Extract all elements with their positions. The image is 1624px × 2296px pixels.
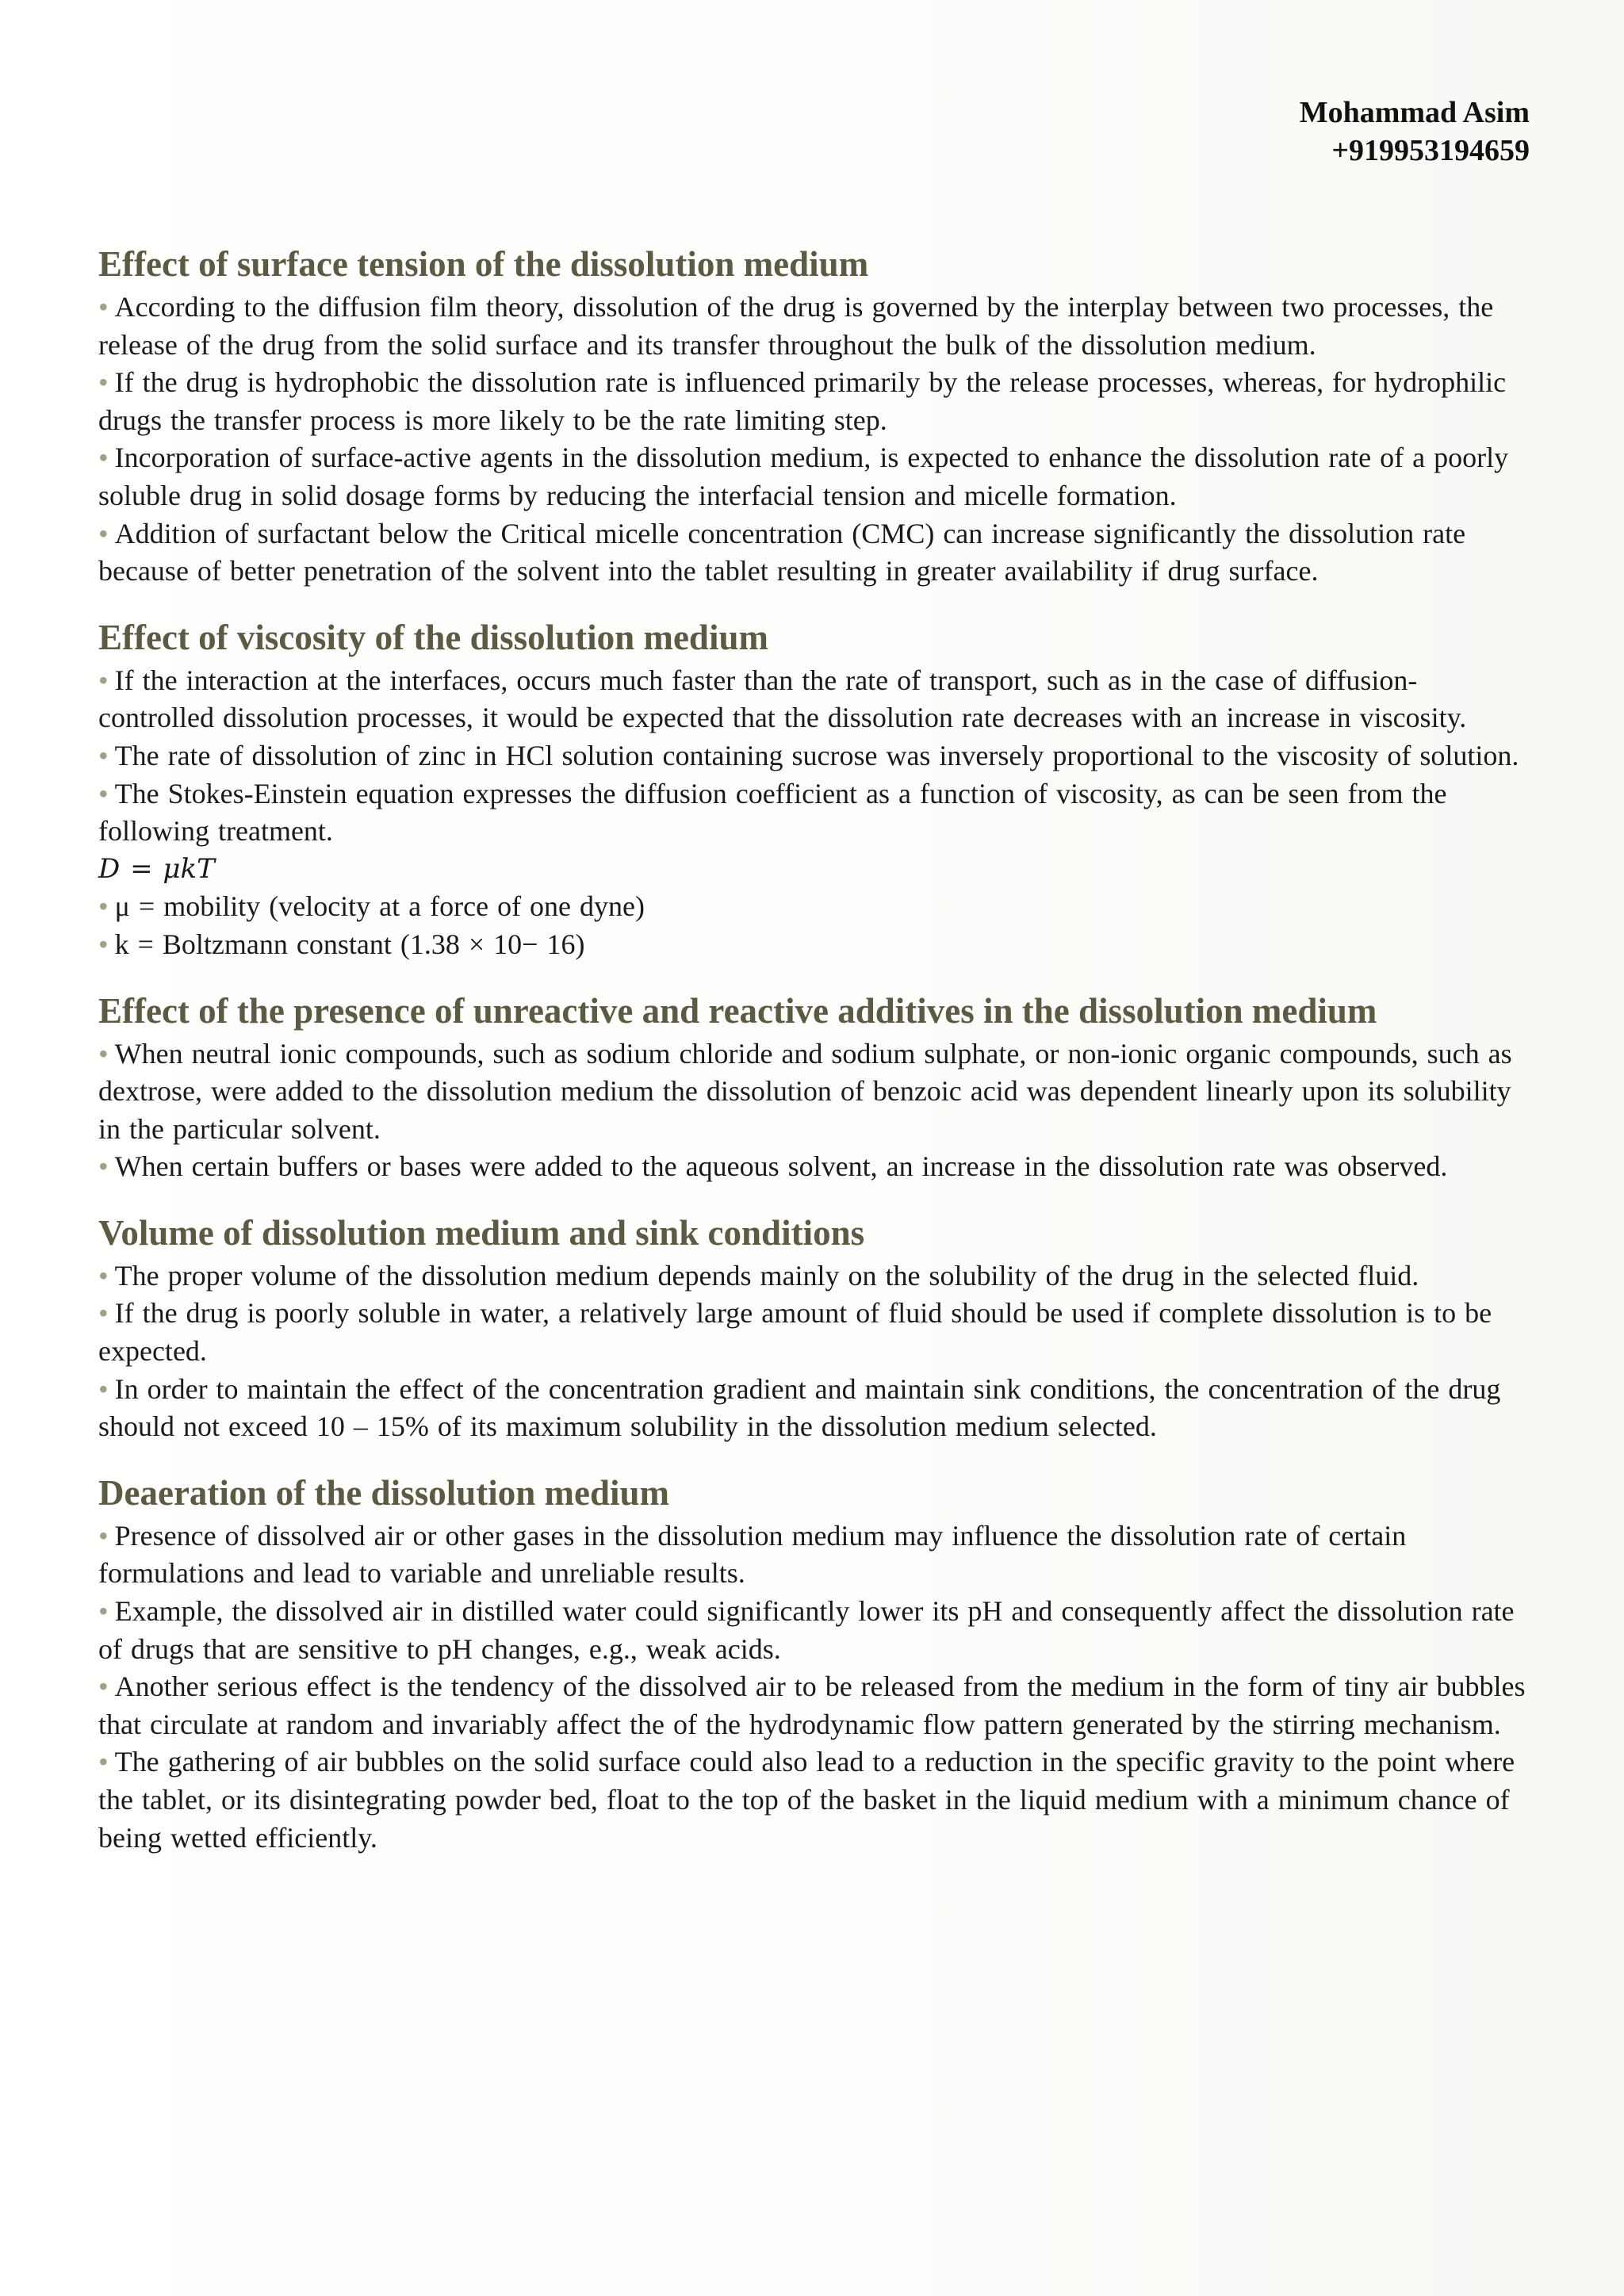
section-title: Effect of surface tension of the dissolution medium [98,244,869,284]
list-item [98,1517,1526,1593]
item-text: According to the diffusion film theory, dissolution of the drug is governed by the interplay between two processes, the release of the drug from the solid surface and its transfer throughout the bulk of the dissolution medium. [98,291,1494,361]
section-title: Effect of the presence of unreactive and reactive additives in the dissolution medium [98,990,1377,1031]
list-item [98,662,1526,737]
section-surface-tension [98,241,1526,591]
list-item [98,1743,1526,1857]
bullet-icon: • [98,1595,109,1628]
document-body [98,241,1526,1881]
bullet-icon: • [98,890,109,923]
item-text: The gathering of air bubbles on the solid surface could also lead to a reduction in the specific gravity to the point where the tablet, or its disintegrating powder bed, float to the top of the basket in the liquid medium with a minimum chance of being wetted efficiently. [98,1746,1515,1854]
bullet-icon: • [98,777,109,809]
bullet-icon: • [98,517,109,549]
item-text: When neutral ionic compounds, such as sodium chloride and sodium sulphate, or non-ionic organic compounds, such as dextrose, were added to the dissolution medium the dissolution of benzoic acid was dependent linearly upon its solubility in the particular solvent. [98,1037,1512,1145]
bullet-icon: • [98,291,109,323]
list-item [98,1593,1526,1668]
item-text: The Stokes-Einstein equation expresses the diffusion coefficient as a function of viscosity, as can be seen from the following treatment. [98,777,1447,848]
item-text: Addition of surfactant below the Critical micelle concentration (CMC) can increase significantly the dissolution rate because of better penetration of the solvent into the tablet resulting in greater availability if drug surface. [98,517,1466,587]
section-title: Volume of dissolution medium and sink conditions [98,1212,865,1253]
item-text: k = Boltzmann constant (1.38 × 10− 16) [114,928,585,960]
bullet-icon: • [98,442,109,474]
list-item [98,439,1526,515]
list-item [98,364,1526,439]
item-text: Presence of dissolved air or other gases in the dissolution medium may influence the dissolution rate of certain formulations and lead to variable and unreliable results. [98,1519,1407,1590]
item-text: When certain buffers or bases were added to the aqueous solvent, an increase in the dissolution rate was observed. [114,1150,1448,1183]
item-text: Example, the dissolved air in distilled water could significantly lower its pH and consequently affect the dissolution rate of drugs that are sensitive to pH changes, e.g., weak acids. [98,1595,1515,1665]
author-phone: +919953194659 [1331,134,1530,167]
list-item [98,1148,1526,1186]
bullet-icon: • [98,1670,109,1703]
section-title: Effect of viscosity of the dissolution medium [98,617,768,657]
bullet-icon: • [98,664,109,696]
bullet-icon: • [98,1037,109,1070]
author-block [1300,94,1530,170]
bullet-icon: • [98,928,109,960]
list-item [98,1257,1526,1295]
list-item [98,1295,1526,1370]
item-text: If the drug is hydrophobic the dissolution rate is influenced primarily by the release processes, whereas, for hydrophilic drugs the transfer process is more likely to be the rate limiting step. [98,366,1507,436]
item-text: In order to maintain the effect of the concentration gradient and maintain sink conditions, the concentration of the drug should not exceed 10 – 15% of its maximum solubility in the dissolution medium selected. [98,1372,1501,1443]
list-item [98,737,1526,775]
section-volume-sink [98,1210,1526,1446]
item-text: Incorporation of surface-active agents in the dissolution medium, is expected to enhance the dissolution rate of a poorly soluble drug in solid dosage forms by reducing the interfacial tension and micelle formation. [98,442,1509,511]
item-text: The proper volume of the dissolution medium depends mainly on the solubility of the drug in the selected fluid. [114,1259,1419,1292]
item-text: If the interaction at the interfaces, occurs much faster than the rate of transport, such as in the case of diffusion-controlled dissolution processes, it would be expected that the dissolution rate decreases with an increase in viscosity. [98,664,1467,734]
list-item [98,775,1526,851]
section-additives [98,988,1526,1186]
section-viscosity [98,614,1526,964]
bullet-icon: • [98,1519,109,1552]
bullet-icon: • [98,1297,109,1330]
stokes-einstein-equation: D = μkT [98,852,215,885]
bullet-icon: • [98,1746,109,1778]
bullet-icon: • [98,366,109,399]
item-text: If the drug is poorly soluble in water, a relatively large amount of fluid should be used if complete dissolution is to be expected. [98,1297,1492,1368]
author-name: Mohammad Asim [1299,96,1530,129]
item-text: μ = mobility (velocity at a force of one dyne) [114,890,645,923]
bullet-icon: • [98,1259,109,1292]
list-item [98,289,1526,364]
section-deaeration [98,1470,1526,1857]
bullet-icon: • [98,739,109,771]
list-item [98,515,1526,591]
bullet-icon: • [98,1150,109,1183]
list-item [98,926,1526,964]
section-title: Deaeration of the dissolution medium [98,1472,669,1513]
list-item [98,1371,1526,1446]
list-item [98,1035,1526,1149]
item-text: The rate of dissolution of zinc in HCl solution containing sucrose was inversely proportional to the viscosity of solution. [114,739,1519,771]
list-item [98,1668,1526,1743]
bullet-icon: • [98,1372,109,1405]
list-item [98,888,1526,926]
item-text: Another serious effect is the tendency of the dissolved air to be released from the medium in the form of tiny air bubbles that circulate at random and invariably affect the of the hydrodynamic flow pattern generated by the stirring mechanism. [98,1670,1526,1740]
